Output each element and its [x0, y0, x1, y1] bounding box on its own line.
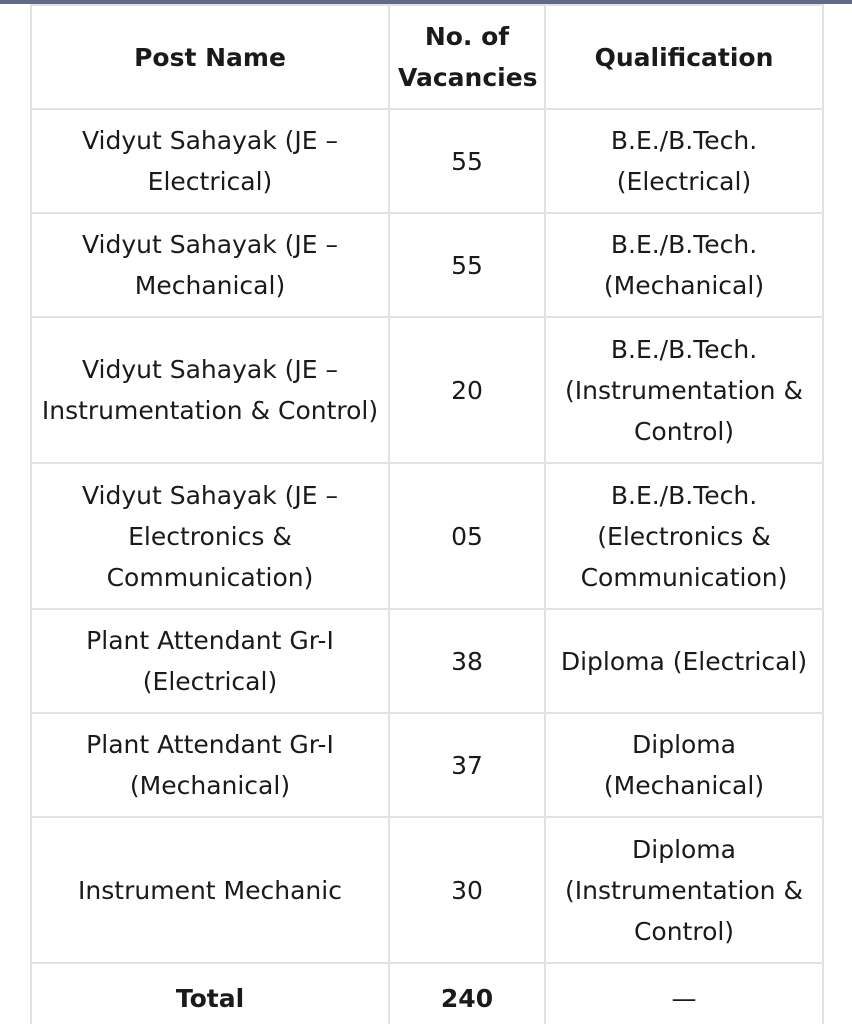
post-name-cell: Instrument Mechanic [31, 817, 389, 963]
header-vacancies: No. of Vacancies [389, 5, 545, 109]
table-header-row [31, 5, 823, 109]
vacancies-cell: 05 [389, 463, 545, 609]
post-name-cell: Plant Attendant Gr-I (Mechanical) [31, 713, 389, 817]
total-qualification: — [545, 963, 823, 1024]
table-row [31, 213, 823, 317]
vacancies-cell: 20 [389, 317, 545, 463]
total-label: Total [31, 963, 389, 1024]
vacancy-table [30, 4, 824, 1024]
qualification-cell: Diploma (Mechanical) [545, 713, 823, 817]
header-post-name: Post Name [31, 5, 389, 109]
post-name-cell: Vidyut Sahayak (JE – Instrumentation & Control) [31, 317, 389, 463]
qualification-cell: B.E./B.Tech. (Electronics & Communication) [545, 463, 823, 609]
post-name-cell: Plant Attendant Gr-I (Electrical) [31, 609, 389, 713]
vacancies-cell: 55 [389, 109, 545, 213]
post-name-cell: Vidyut Sahayak (JE – Electronics & Communication) [31, 463, 389, 609]
vacancies-cell: 55 [389, 213, 545, 317]
table-row [31, 609, 823, 713]
post-name-cell: Vidyut Sahayak (JE – Mechanical) [31, 213, 389, 317]
table-row [31, 817, 823, 963]
table-row [31, 317, 823, 463]
post-name-cell: Vidyut Sahayak (JE – Electrical) [31, 109, 389, 213]
qualification-cell: B.E./B.Tech. (Mechanical) [545, 213, 823, 317]
vacancies-cell: 38 [389, 609, 545, 713]
table-row [31, 463, 823, 609]
vacancies-cell: 37 [389, 713, 545, 817]
total-vacancies: 240 [389, 963, 545, 1024]
qualification-cell: Diploma (Electrical) [545, 609, 823, 713]
total-row [31, 963, 823, 1024]
qualification-cell: Diploma (Instrumentation & Control) [545, 817, 823, 963]
vacancies-cell: 30 [389, 817, 545, 963]
qualification-cell: B.E./B.Tech. (Electrical) [545, 109, 823, 213]
header-qualification: Qualification [545, 5, 823, 109]
table-row [31, 713, 823, 817]
qualification-cell: B.E./B.Tech. (Instrumentation & Control) [545, 317, 823, 463]
table-row [31, 109, 823, 213]
